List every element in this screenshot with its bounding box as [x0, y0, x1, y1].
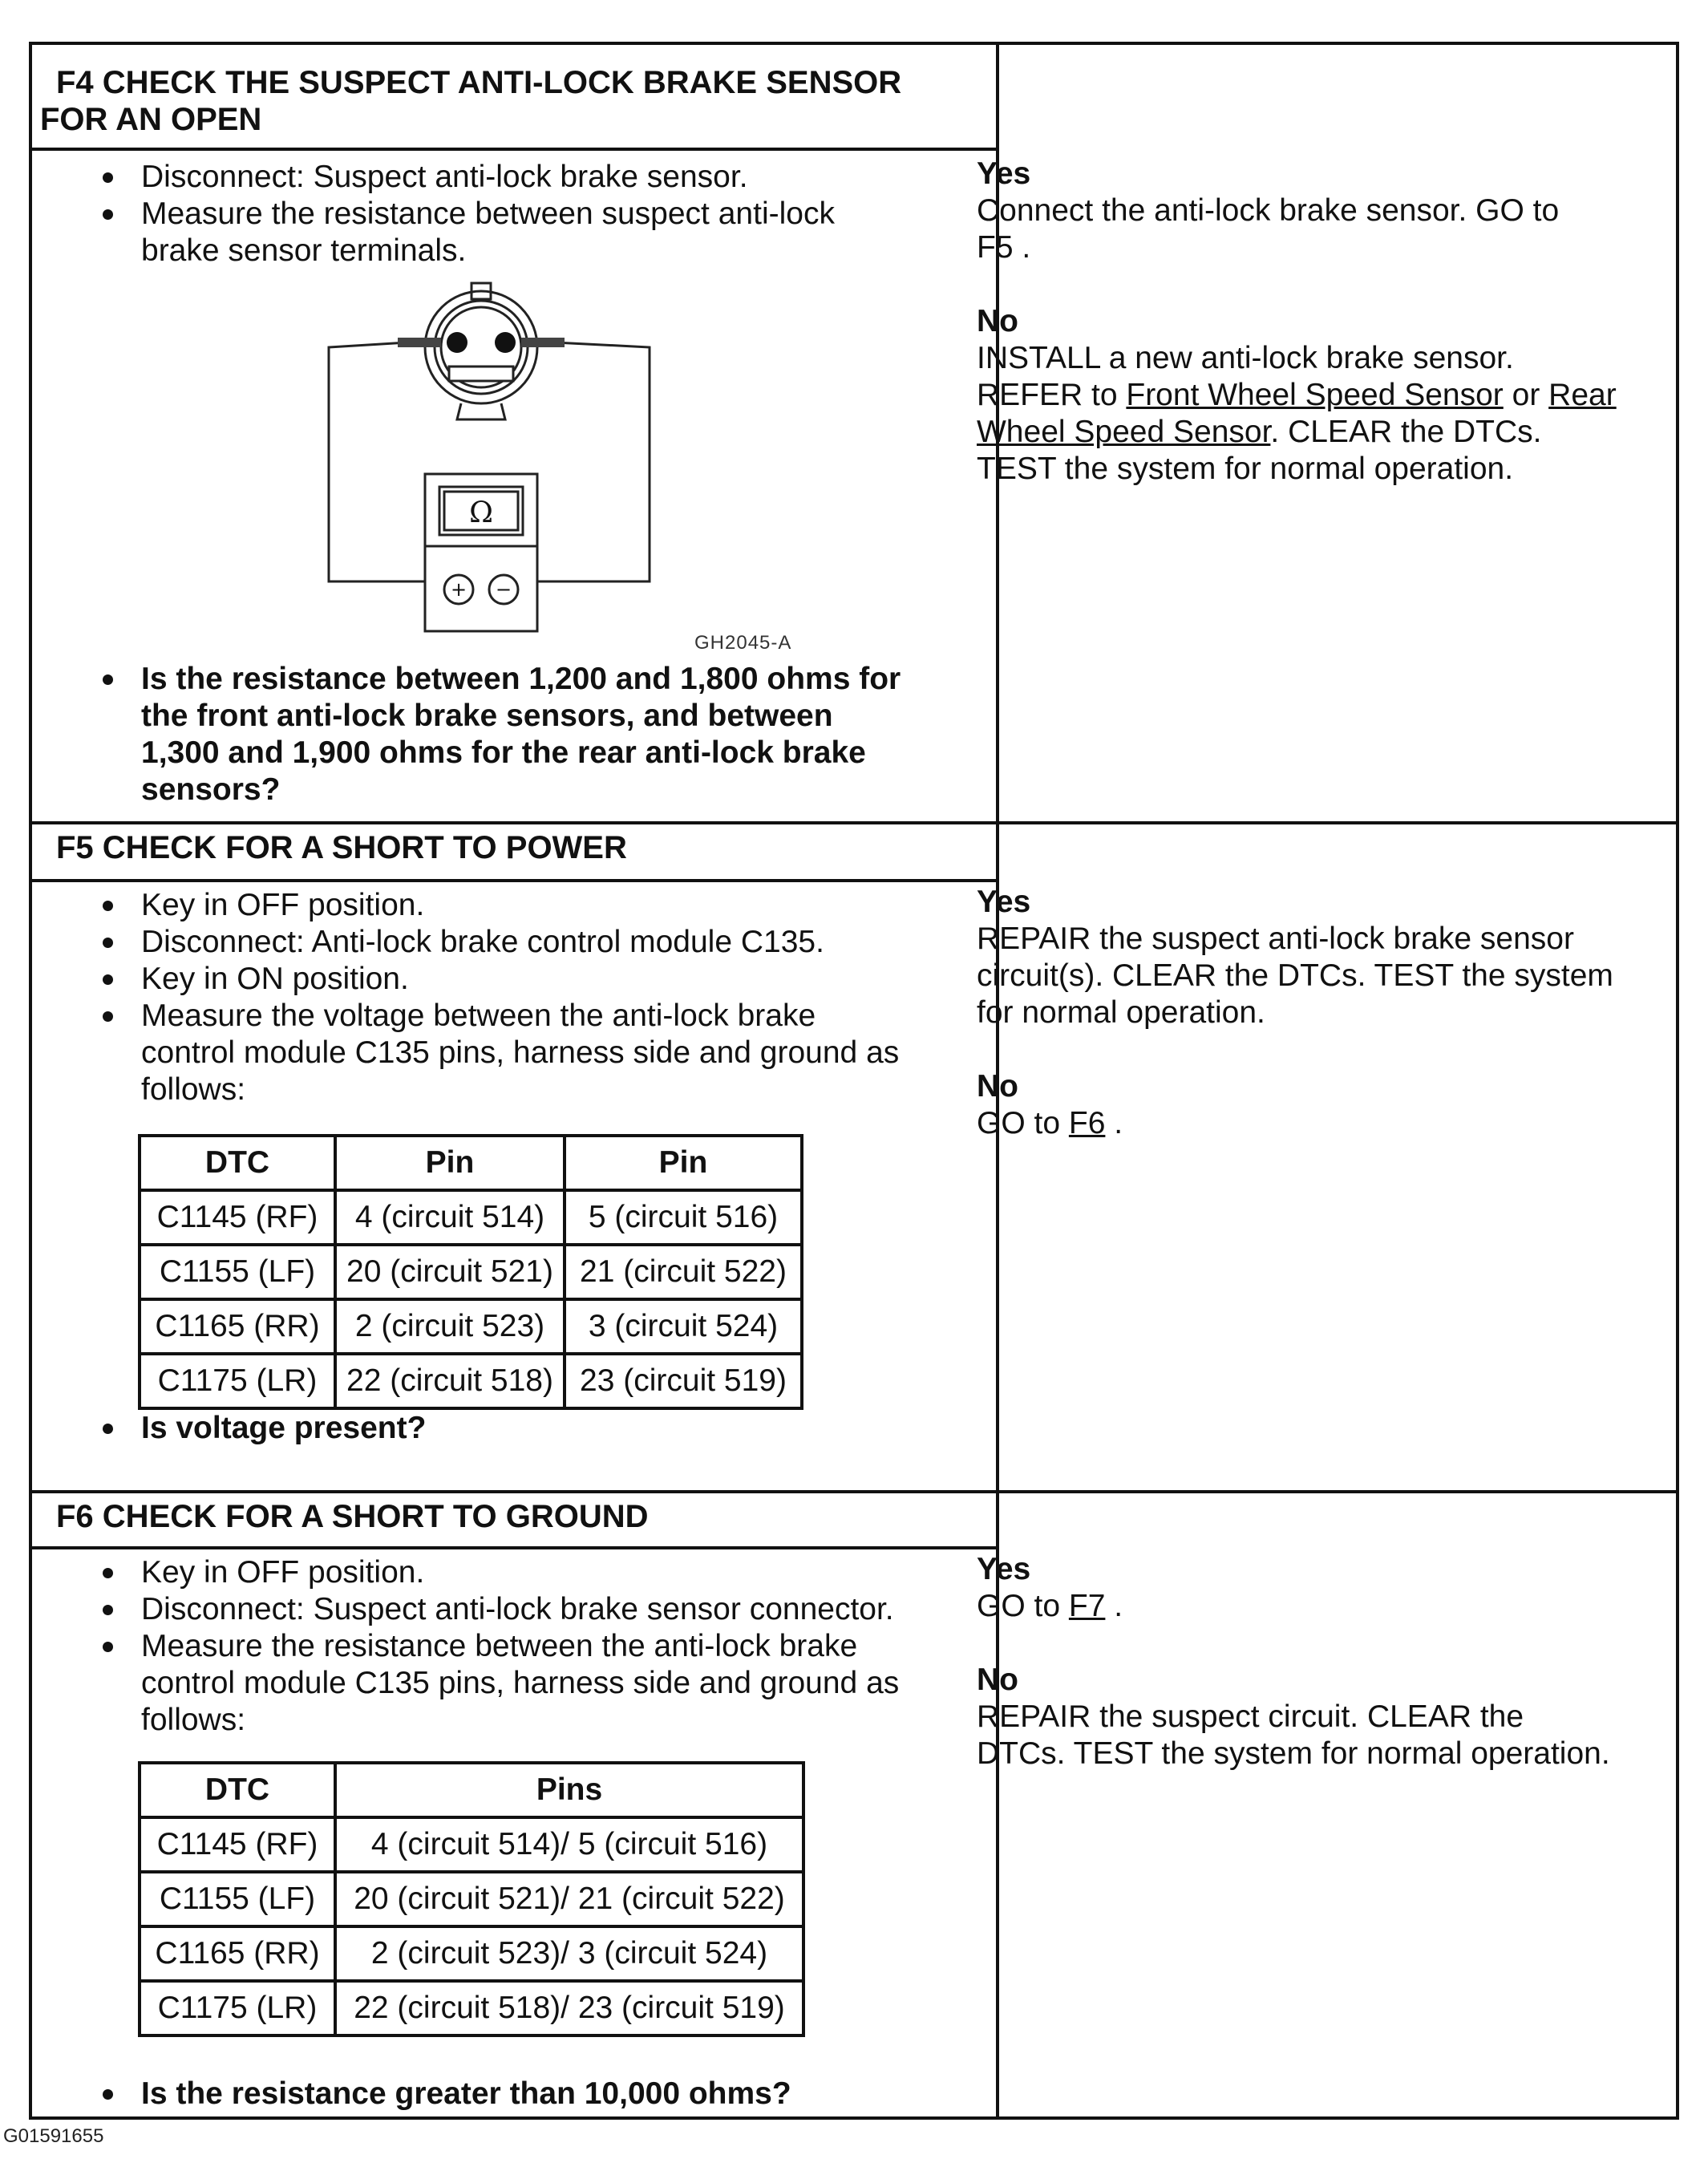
f4-steps	[80, 159, 954, 269]
table-cell: 4 (circuit 514)	[335, 1190, 565, 1245]
f4-step-2-cont: brake sensor terminals.	[141, 233, 467, 268]
f4-question-line4: sensors?	[141, 772, 281, 807]
f6-yes-suffix: .	[1105, 1589, 1123, 1623]
f6-step-1: Key in OFF position.	[80, 1554, 962, 1591]
table-header: DTC	[140, 1763, 335, 1817]
f4-step-1: Disconnect: Suspect anti-lock brake sensor.	[80, 159, 954, 196]
lead-left	[329, 342, 425, 581]
table-cell: 21 (circuit 522)	[565, 1245, 802, 1299]
table-cell: 22 (circuit 518)/ 23 (circuit 519)	[335, 1981, 803, 2035]
f5-yes-line2: circuit(s). CLEAR the DTCs. TEST the system	[977, 958, 1613, 993]
f4-no-line3	[977, 414, 1674, 451]
table-cell: C1155 (LF)	[140, 1245, 335, 1299]
table-cell: 23 (circuit 519)	[565, 1354, 802, 1408]
f6-step-3-cont1: control module C135 pins, harness side and ground as	[141, 1666, 900, 1700]
table-row	[140, 1817, 803, 1872]
terminal-left-wire	[398, 338, 441, 347]
f4-f5-divider	[32, 821, 1676, 824]
f4-title-rule	[32, 148, 996, 151]
terminal-right-wire	[521, 338, 565, 347]
f4-question-line1: Is the resistance between 1,200 and 1,800 ohms for	[80, 661, 962, 698]
f6-step-3: Measure the resistance between the anti-lock brake	[80, 1628, 962, 1665]
f6-steps	[80, 1554, 962, 1739]
f5-question	[80, 1410, 962, 1447]
f6-step-3-cont2: follows:	[141, 1703, 246, 1737]
f4-yes-label: Yes	[977, 156, 1031, 191]
f6-question-text: Is the resistance greater than 10,000 ohms?	[80, 2076, 962, 2112]
f6-no-line2: DTCs. TEST the system for normal operation.	[977, 1736, 1610, 1771]
ohm-symbol: Ω	[469, 496, 493, 529]
f6-question	[80, 2076, 962, 2112]
f6-no-line1: REPAIR the suspect circuit. CLEAR the	[977, 1699, 1524, 1734]
f5-yes-label: Yes	[977, 885, 1031, 919]
table-cell: 3 (circuit 524)	[565, 1299, 802, 1354]
minus-symbol: −	[495, 578, 512, 601]
f6-yes-goto: GO to	[977, 1589, 1069, 1623]
f5-f6-divider	[32, 1490, 1676, 1493]
f4-step-2: Measure the resistance between suspect anti-lock	[80, 196, 954, 233]
f6-no-label: No	[977, 1663, 1018, 1697]
f4-yes-line2: F5 .	[977, 230, 1031, 265]
table-cell: C1165 (RR)	[140, 1926, 335, 1981]
f5-response	[977, 884, 1674, 1142]
table-cell: 4 (circuit 514)/ 5 (circuit 516)	[335, 1817, 803, 1872]
f4-title	[40, 64, 901, 138]
table-cell: 2 (circuit 523)/ 3 (circuit 524)	[335, 1926, 803, 1981]
f5-step-4: Measure the voltage between the anti-lock brake	[80, 998, 962, 1035]
table-row	[140, 1981, 803, 2035]
f4-title-line1: F4 CHECK THE SUSPECT ANTI-LOCK BRAKE SENSOR	[56, 65, 902, 100]
f4-no-line1: INSTALL a new anti-lock brake sensor.	[977, 341, 1514, 375]
table-cell: 22 (circuit 518)	[335, 1354, 565, 1408]
f4-question	[80, 661, 962, 808]
f4-no-line4: TEST the system for normal operation.	[977, 452, 1514, 486]
table-row	[140, 1872, 803, 1926]
table-cell: 5 (circuit 516)	[565, 1190, 802, 1245]
table-header-row	[140, 1763, 803, 1817]
table-row	[140, 1245, 802, 1299]
table-header: Pin	[335, 1136, 565, 1190]
f5-step-3: Key in ON position.	[80, 961, 962, 998]
table-cell: 20 (circuit 521)/ 21 (circuit 522)	[335, 1872, 803, 1926]
f5-no-label: No	[977, 1069, 1018, 1104]
f6-yes-label: Yes	[977, 1552, 1031, 1586]
table-cell: C1175 (LR)	[140, 1981, 335, 2035]
table-row	[140, 1926, 803, 1981]
f5-question-text: Is voltage present?	[80, 1410, 962, 1447]
f5-step-4-cont2: follows:	[141, 1072, 246, 1107]
f6-response	[977, 1551, 1674, 1772]
table-cell: C1175 (LR)	[140, 1354, 335, 1408]
table-header: Pins	[335, 1763, 803, 1817]
table-header: Pin	[565, 1136, 802, 1190]
f6-title-rule	[32, 1546, 996, 1549]
f4-question-line3: 1,300 and 1,900 ohms for the rear anti-lock brake	[141, 735, 866, 770]
f6-link[interactable]: F6	[1068, 1106, 1106, 1140]
f5-no-suffix: .	[1105, 1106, 1123, 1140]
table-cell: C1145 (RF)	[140, 1817, 335, 1872]
table-row	[140, 1299, 802, 1354]
table-cell: 20 (circuit 521)	[335, 1245, 565, 1299]
f5-yes-line3: for normal operation.	[977, 995, 1265, 1030]
table-cell: 2 (circuit 523)	[335, 1299, 565, 1354]
f7-link[interactable]: F7	[1068, 1589, 1106, 1623]
table-header: DTC	[140, 1136, 335, 1190]
sensor-terminal-right	[495, 332, 516, 353]
sensor-key-slot	[449, 367, 513, 381]
table-cell: C1145 (RF)	[140, 1190, 335, 1245]
sensor-terminal-left	[447, 332, 467, 353]
front-wheel-speed-sensor-link[interactable]: Front Wheel Speed Sensor	[1126, 378, 1504, 412]
table-row	[140, 1354, 802, 1408]
f4-yes-line1: Connect the anti-lock brake sensor. GO to	[977, 193, 1560, 228]
table-cell: C1165 (RR)	[140, 1299, 335, 1354]
f5-no-line	[977, 1105, 1674, 1142]
plus-symbol: +	[450, 578, 467, 601]
f6-yes-line	[977, 1588, 1674, 1625]
lead-right	[537, 342, 650, 581]
sensor-ohmmeter-figure	[321, 277, 666, 642]
rear-wheel-speed-sensor-link-part1[interactable]: Rear	[1548, 378, 1617, 412]
f5-title: F5 CHECK FOR A SHORT TO POWER	[56, 830, 627, 865]
f4-no-clear: . CLEAR the DTCs.	[1270, 415, 1542, 449]
f5-title-rule	[32, 879, 996, 882]
table-cell: C1155 (LF)	[140, 1872, 335, 1926]
f4-no-refer: REFER to	[977, 378, 1127, 412]
f4-response	[977, 156, 1674, 488]
footer-code: G01591655	[3, 2125, 104, 2147]
f5-step-2: Disconnect: Anti-lock brake control module C135.	[80, 924, 962, 961]
f6-pin-table	[138, 1761, 805, 2037]
f5-yes-line1: REPAIR the suspect anti-lock brake sensor	[977, 922, 1574, 956]
table-header-row	[140, 1136, 802, 1190]
f4-no-label: No	[977, 304, 1018, 338]
f5-steps	[80, 887, 962, 1108]
f6-step-2: Disconnect: Suspect anti-lock brake sensor connector.	[80, 1591, 962, 1628]
figure-code: GH2045-A	[694, 632, 792, 654]
f5-no-goto: GO to	[977, 1106, 1069, 1140]
f5-pin-table	[138, 1134, 803, 1410]
f4-no-or: or	[1503, 378, 1549, 412]
f6-title: F6 CHECK FOR A SHORT TO GROUND	[56, 1499, 649, 1534]
f5-step-1: Key in OFF position.	[80, 887, 962, 924]
table-row	[140, 1190, 802, 1245]
sensor-bottom-lug	[457, 403, 505, 419]
f4-question-line2: the front anti-lock brake sensors, and between	[141, 699, 833, 733]
f4-no-line2	[977, 377, 1674, 414]
f5-step-4-cont1: control module C135 pins, harness side and ground as	[141, 1035, 900, 1070]
f4-title-line2: FOR AN OPEN	[40, 102, 262, 137]
rear-wheel-speed-sensor-link-part2[interactable]: Wheel Speed Sensor	[977, 415, 1271, 449]
